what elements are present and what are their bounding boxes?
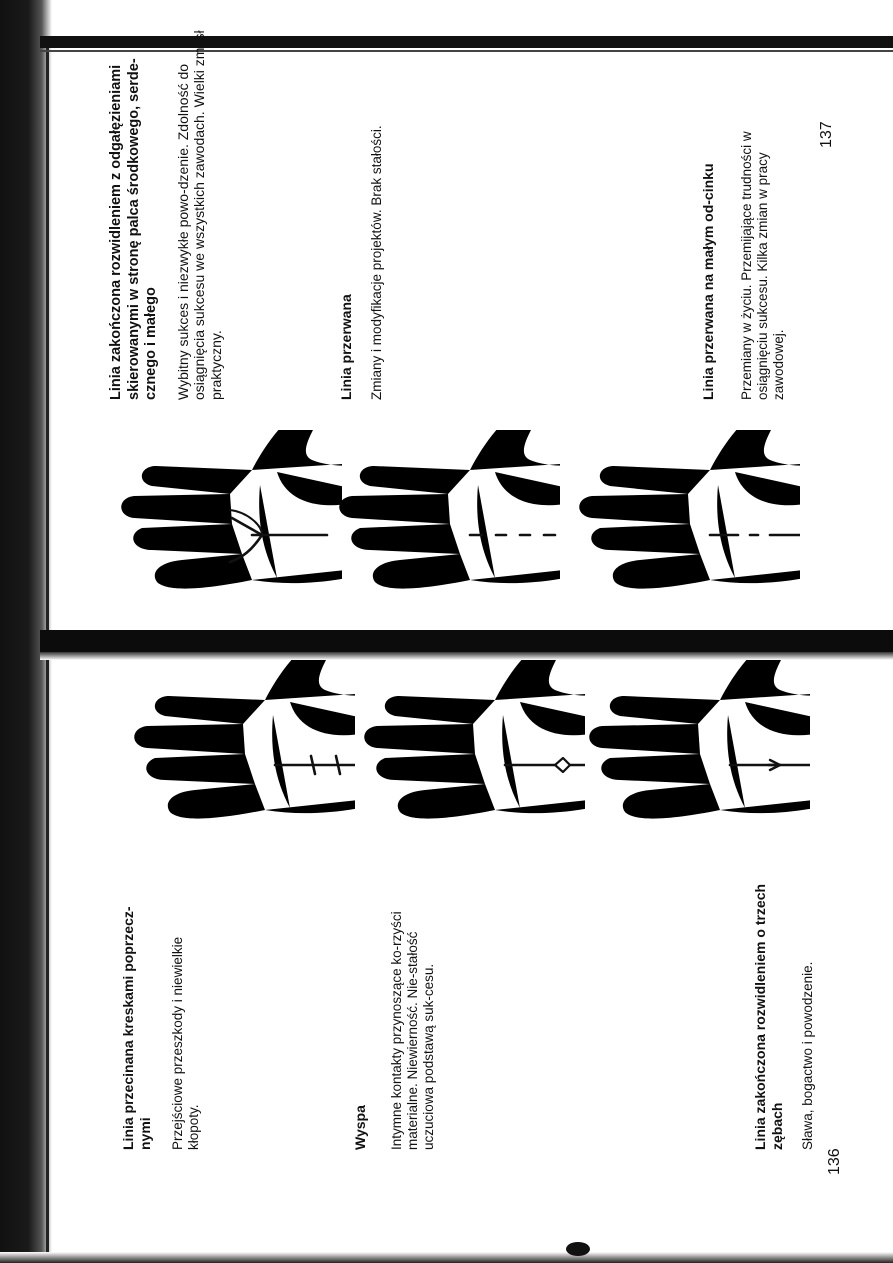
palm-island-icon — [355, 660, 585, 840]
entry-title: Linia przerwana na małym od-cinku — [700, 163, 716, 400]
entry-crossbars — [120, 850, 202, 1150]
entry-title: Wyspa — [352, 1105, 368, 1150]
palm-fork-icon — [112, 430, 342, 610]
entry-text: Przejściowe przeszkody i niewielkie kłopoty. — [170, 936, 201, 1150]
spine-shadow — [40, 652, 893, 660]
scan-artifact — [566, 1242, 590, 1256]
entry-trident — [752, 850, 816, 1150]
entry-island — [352, 850, 437, 1150]
page-number: 136 — [826, 1148, 843, 1175]
entry-title: Linia przerwana — [338, 294, 354, 400]
page-number: 137 — [818, 121, 835, 148]
palm-trident-icon — [580, 660, 810, 840]
entry-title: Linia przecinana kreskami poprzecz- nymi — [120, 906, 153, 1150]
entry-text: Sława, bogactwo i powodzenie. — [800, 961, 815, 1150]
entry-text: Zmiany i modyfikacje projektów. Brak stałości. — [369, 125, 384, 400]
palm-short-break-icon — [570, 430, 800, 610]
scan-bottom-edge — [0, 1252, 893, 1263]
palm-crossbars-icon — [125, 660, 355, 840]
entry-broken — [338, 20, 385, 400]
entry-fork — [108, 20, 224, 400]
entry-title: Linia zakończona rozwidleniem z odgałęzieniami skierowanymi w stronę palca środkowego, serde-cznego i małego — [108, 58, 159, 400]
entry-text: Wybitny sukces i niezwykłe powo-dzenie. Zdolność do osiągnięcia sukcesu we wszystkich zawodach. Wielki zmysł praktyczny. — [174, 30, 224, 400]
book-spine — [40, 630, 893, 652]
entry-title: Linia zakończona rozwidleniem o trzech zębach — [752, 883, 785, 1150]
palm-dashed-line-icon — [330, 430, 560, 610]
entry-text: Intymne kontakty przynoszące ko-rzyści materialne. Niewierność. Nie-stałość uczuciowa podstawą suk-cesu. — [389, 911, 436, 1150]
entry-short-break — [700, 100, 787, 400]
entry-text: Przemiany w życiu. Przemijające trudności w osiągnięciu sukcesu. Kilka zmian w pracy zawodowej. — [739, 131, 786, 400]
